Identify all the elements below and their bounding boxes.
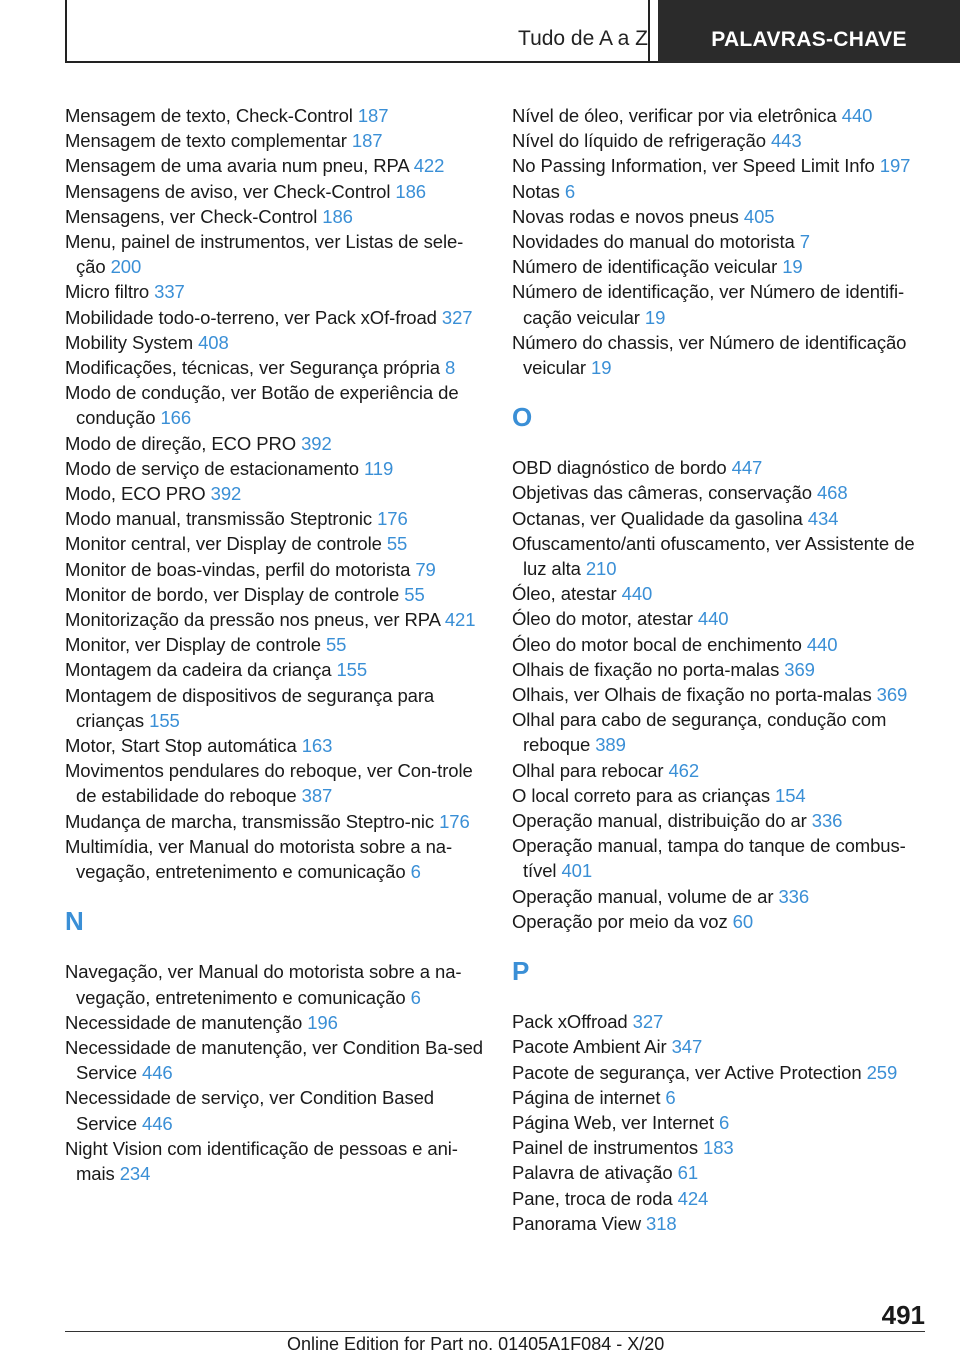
page-reference-link[interactable]: 79 [415,558,436,580]
page-reference-link[interactable]: 60 [732,910,754,932]
index-entry-term: Número do chassis, ver Número de identificação veicular [512,331,907,379]
index-entry [65,103,485,128]
page-reference-link[interactable]: 55 [404,583,425,605]
index-entry [65,456,485,481]
index-entry-term: Óleo, atestar [512,583,622,605]
index-entry [65,1136,485,1186]
index-entry [65,557,485,582]
index-entry [65,380,485,430]
index-entry [512,808,932,833]
index-entry-term: Monitor de bordo, ver Display de controle [65,583,405,605]
index-entry [65,607,485,632]
page-reference-link[interactable]: 8 [444,357,456,379]
index-entry [65,1035,485,1085]
page-reference-link[interactable]: 446 [142,1062,173,1084]
index-entry [512,1110,932,1135]
index-entry-term: Página de internet [512,1086,666,1108]
page-reference-link[interactable]: 19 [782,256,803,278]
index-entry-term: Necessidade de manutenção [65,1011,308,1033]
page-reference-link[interactable]: 234 [119,1162,151,1184]
page-reference-link[interactable]: 389 [595,734,626,756]
page-reference-link[interactable]: 327 [632,1011,664,1033]
index-entry [512,1135,932,1160]
index-entry-term: Operação manual, tampa do tanque de combus‐tível [512,835,906,882]
index-entry [65,128,485,153]
index-entry-term: Pacote Ambient Air [512,1036,672,1058]
page-reference-link[interactable]: 408 [198,331,229,353]
index-entry [65,834,485,884]
edition-note: Online Edition for Part no. 01405A1F084 - X/20 [287,1334,665,1354]
page-reference-link[interactable]: 200 [110,256,142,278]
page-reference-link[interactable]: 468 [816,482,848,504]
footer-divider [65,1331,925,1332]
index-entry [65,582,485,607]
index-entry-term: Novidades do manual do motorista [512,231,800,253]
index-entry-term: Navegação, ver Manual do motorista sobre a na‐vegação, entretenimento e comunicação [65,961,462,1008]
page-reference-link[interactable]: 19 [591,357,612,379]
index-entry-term: Night Vision com identificação de pessoas e ani‐mais [65,1137,458,1184]
index-entry-term: Mensagem de texto, Check-Control [65,105,358,126]
section-tag: PALAVRAS-CHAVE [658,0,960,63]
page-reference-link[interactable]: 154 [775,784,806,806]
index-entry [512,480,932,505]
index-entry [512,1085,932,1110]
index-entry-term: Ofuscamento/anti ofuscamento, ver Assistente de luz alta [512,532,915,580]
index-letter-heading: O [512,402,533,433]
index-entry [65,1085,485,1135]
index-entry [512,330,932,380]
index-entry-term: Operação manual, volume de ar [512,885,779,907]
index-entry-term: No Passing Information, ver Speed Limit Info [512,155,880,177]
page-reference-link[interactable]: 337 [154,281,185,303]
index-entry [512,783,932,808]
page-reference-link[interactable]: 392 [210,483,242,505]
index-entry-term: Página Web, ver Internet [512,1111,719,1133]
page-reference-link[interactable]: 186 [395,180,426,202]
index-entry-term: Operação por meio da voz [512,910,733,932]
index-entry [512,581,932,606]
page-reference-link[interactable]: 6 [410,861,421,883]
page-reference-link[interactable]: 347 [671,1036,703,1058]
index-entry [512,1034,932,1059]
index-entry-term: Monitor central, ver Display de controle [65,533,387,555]
index-entry [65,355,485,380]
index-column-right [512,103,932,1236]
index-entry-term: Mensagens, ver Check-Control [65,205,323,227]
index-entry [512,632,932,657]
page-reference-link[interactable]: 424 [677,1187,709,1209]
index-entry [65,1010,485,1035]
index-entry-term: Olhal para cabo de segurança, condução com reboque [512,709,887,756]
index-entry-term: Movimentos pendulares do reboque, ver Con‐trole de estabilidade do reboque [65,760,473,807]
index-entry-term: Micro filtro [65,281,155,303]
index-entry-term: OBD diagnóstico de bordo [512,457,732,479]
index-entry [65,657,485,682]
index-entry [512,1186,932,1211]
page-reference-link[interactable]: 163 [301,735,333,757]
index-entry-term: Óleo do motor, atestar [512,608,698,630]
page-reference-link[interactable]: 392 [301,432,332,454]
index-entry [65,758,485,808]
index-entry-term: Painel de instrumentos [512,1137,704,1159]
index-entry-term: Motor, Start Stop automática [65,735,302,757]
index-entry-term: Número de identificação, ver Número de identifi‐cação veicular [512,281,905,328]
index-entry-term: Óleo do motor bocal de enchimento [512,633,807,655]
index-entry-term: Necessidade de serviço, ver Condition Based Service [65,1087,434,1134]
index-entry-term: Multimídia, ver Manual do motorista sobre a na‐vegação, entretenimento e comunicação [65,835,453,883]
index-entry-term: Modo de serviço de estacionamento [65,457,364,479]
page-reference-link[interactable]: 440 [806,633,838,655]
page-number: 491 [881,1300,925,1330]
index-entry-term: Nível de óleo, verificar por via eletrônica [512,105,842,126]
page-reference-link[interactable]: 166 [160,407,192,429]
index-entry-term: O local correto para as crianças [512,784,776,806]
index-entry-term: Olhais, ver Olhais de fixação no porta-malas [512,684,877,706]
index-entry-term: Palavra de ativação [512,1162,678,1184]
page-reference-link[interactable]: 6 [410,986,421,1008]
index-entry-term: Nível do líquido de refrigeração [512,130,771,152]
index-entry [65,733,485,758]
page-reference-link[interactable]: 434 [807,507,839,529]
page-reference-link[interactable]: 61 [677,1162,699,1184]
index-entry-term: Pacote de segurança, ver Active Protection [512,1061,867,1083]
index-entry-term: Necessidade de manutenção, ver Condition Ba‐sed Service [65,1036,483,1084]
page-reference-link[interactable]: 422 [413,155,445,177]
page-reference-link[interactable]: 186 [322,205,353,227]
page-reference-link[interactable]: 405 [743,205,775,227]
index-entry-term: Notas [512,180,565,202]
page-reference-link[interactable]: 387 [301,785,333,807]
index-entry [512,606,932,631]
page-reference-link[interactable]: 19 [644,306,666,328]
index-entry-term: Novas rodas e novos pneus [512,205,744,227]
index-entry [65,279,485,304]
index-entry-term: Mensagens de aviso, ver Check-Control [65,180,396,202]
index-entry-term: Modo, ECO PRO [65,483,211,505]
index-entry [512,229,932,254]
page-reference-link[interactable]: 401 [561,860,593,882]
index-entry [512,682,932,707]
index-entry-term: Montagem de dispositivos de segurança para crianças [65,684,435,731]
section-title: Tudo de A a Z [518,27,648,50]
index-entry-term: Modo de direção, ECO PRO [65,432,302,454]
index-entry [65,179,485,204]
index-entry-term: Operação manual, distribuição do ar [512,810,812,832]
index-entry-term: Mobility System [65,331,199,353]
index-entry [512,707,932,757]
index-entry [512,884,932,909]
index-entry-term: Mudança de marcha, transmissão Steptro‐nic [65,810,440,832]
page-reference-link[interactable]: 6 [564,180,576,202]
index-entry [512,254,932,279]
page-reference-link[interactable]: 421 [444,609,476,631]
page-reference-link[interactable]: 55 [386,533,408,555]
index-entry [512,506,932,531]
page-reference-link[interactable]: 6 [665,1086,676,1108]
index-entry [512,455,932,480]
index-entry [512,758,932,783]
index-entry-term: Pack xOffroad [512,1011,633,1033]
index-entry [512,279,932,329]
index-entry [65,809,485,834]
index-entry [512,1211,932,1236]
page-reference-link[interactable]: 336 [811,810,843,832]
page-header [65,0,960,63]
index-entry [512,103,932,128]
page-reference-link[interactable]: 155 [149,709,180,731]
index-entry-term: Montagem da cadeira da criança [65,659,337,681]
index-entry-term: Octanas, ver Qualidade da gasolina [512,507,808,529]
page-reference-link[interactable]: 155 [336,659,368,681]
page-reference-link[interactable]: 196 [307,1011,338,1033]
index-entry [512,1009,932,1034]
page-reference-link[interactable]: 369 [876,684,908,706]
page-reference-link[interactable]: 440 [841,105,873,126]
page-reference-link[interactable]: 7 [799,231,810,253]
index-entry [512,128,932,153]
index-entry [65,481,485,506]
index-entry [65,531,485,556]
index-entry [65,153,485,178]
page-reference-link[interactable]: 55 [325,634,347,656]
index-entry [65,204,485,229]
index-entry-term: Olhal para rebocar [512,759,669,781]
index-entry-term: Modificações, técnicas, ver Segurança própria [65,357,445,379]
page-reference-link[interactable]: 176 [377,508,408,530]
index-entry [65,632,485,657]
page-reference-link[interactable]: 176 [439,810,470,832]
index-entry [512,1160,932,1185]
index-entry-term: Pane, troca de roda [512,1187,678,1209]
index-entry-term: Mensagem de uma avaria num pneu, RPA [65,155,414,177]
page-reference-link[interactable]: 6 [718,1111,730,1133]
index-entry [512,204,932,229]
index-entry [512,531,932,581]
page-reference-link[interactable]: 119 [363,457,394,479]
page-reference-link[interactable]: 259 [866,1061,898,1083]
index-entry [512,179,932,204]
index-entry [512,657,932,682]
index-entry-term: Monitor, ver Display de controle [65,634,326,656]
page-reference-link[interactable]: 187 [351,130,383,152]
index-column-left [65,103,485,1186]
index-entry [65,305,485,330]
index-entry-term: Objetivas das câmeras, conservação [512,482,817,504]
header-divider [648,0,650,63]
page-reference-link[interactable]: 440 [697,608,729,630]
index-entry [65,683,485,733]
index-entry [65,506,485,531]
index-entry-term: Número de identificação veicular [512,256,783,278]
index-entry-term: Panorama View [512,1212,646,1234]
index-entry [512,833,932,883]
index-entry [65,229,485,279]
index-entry-term: Monitor de boas-vindas, perfil do motorista [65,558,416,580]
index-entry [65,330,485,355]
index-entry-term: Monitorização da pressão nos pneus, ver RPA [65,609,445,631]
page-reference-link[interactable]: 447 [731,457,763,479]
index-entry [512,153,932,178]
page-reference-link[interactable]: 369 [784,658,815,680]
page-reference-link[interactable]: 443 [770,130,802,152]
index-entry-term: Modo de condução, ver Botão de experiência de condução [65,382,459,429]
page-reference-link[interactable]: 210 [585,558,617,580]
index-entry-term: Olhais de fixação no porta-malas [512,658,785,680]
page-reference-link[interactable]: 446 [142,1112,173,1134]
index-entry-term: Mensagem de texto complementar [65,130,352,152]
page-reference-link[interactable]: 440 [621,583,653,605]
page-reference-link[interactable]: 183 [703,1137,734,1159]
index-letter-heading: P [512,956,530,987]
page-reference-link[interactable]: 318 [646,1212,677,1234]
index-entry-term: Mobilidade todo-o-terreno, ver Pack xOf‐froad [65,306,442,328]
index-entry-term: Modo manual, transmissão Steptronic [65,508,378,530]
page-reference-link[interactable]: 327 [441,306,473,328]
index-entry-term: Menu, painel de instrumentos, ver Listas de sele‐ção [65,231,464,278]
page-reference-link[interactable]: 336 [778,885,810,907]
page-reference-link[interactable]: 462 [668,759,700,781]
index-letter-heading: N [65,906,84,937]
index-entry [65,431,485,456]
page-reference-link[interactable]: 197 [879,155,911,177]
page-reference-link[interactable]: 187 [357,105,389,126]
index-entry [512,1060,932,1085]
index-entry [65,959,485,1009]
index-entry [512,909,932,934]
